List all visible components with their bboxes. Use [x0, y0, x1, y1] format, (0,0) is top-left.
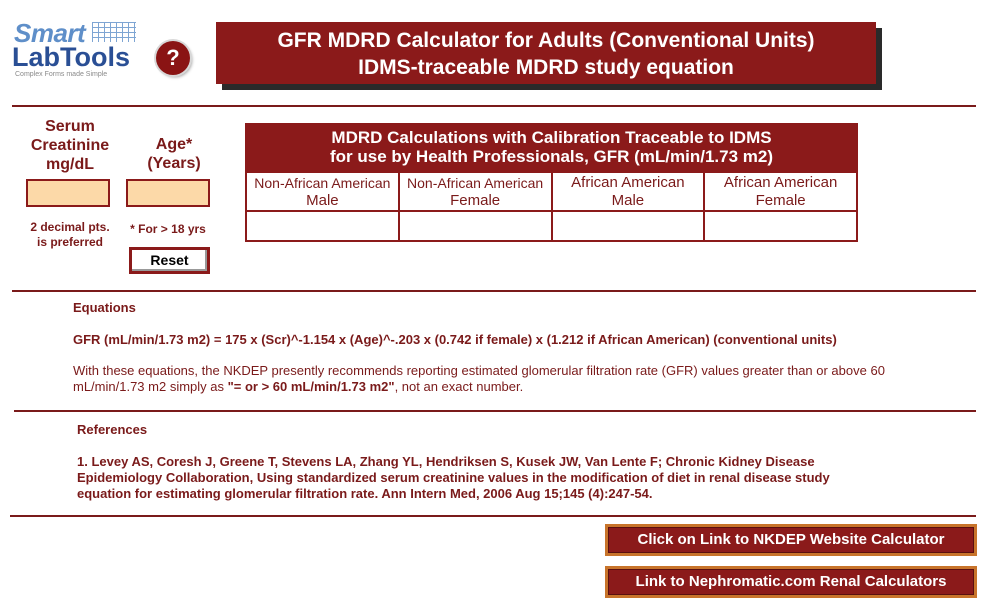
help-icon[interactable]: ?	[156, 41, 190, 75]
logo-brand-top: Smart	[14, 18, 86, 48]
equations-explanation	[73, 363, 893, 395]
divider-top	[12, 105, 976, 107]
page-title	[216, 22, 876, 84]
results-header	[245, 123, 858, 171]
col-header-line2: Male	[306, 191, 339, 209]
reference-line2: Epidemiology Collaboration, Using standardized serum creatinine values in the modification of diet in renal disease study	[77, 470, 830, 485]
result-nonaa-male[interactable]	[246, 211, 399, 241]
age-input[interactable]	[126, 179, 210, 207]
creatinine-label-line3: mg/dL	[46, 156, 94, 173]
equations-title: Equations	[73, 300, 136, 315]
results-header-line2: for use by Health Professionals, GFR (mL/min/1.73 m2)	[329, 147, 774, 166]
logo-brand-bottom: LabTools	[12, 42, 130, 72]
creatinine-label	[20, 117, 120, 174]
age-label-line1: Age*	[155, 136, 193, 153]
equations-formula: GFR (mL/min/1.73 m2) = 175 x (Scr)^-1.154 x (Age)^-.203 x (0.742 if female) x (1.212 if African American) (conventional units)	[73, 332, 837, 347]
result-aa-female[interactable]	[704, 211, 857, 241]
col-header-line1: African American	[723, 173, 838, 191]
col-header-line2: Female	[755, 191, 806, 209]
creatinine-note-line1: 2 decimal pts.	[30, 220, 110, 234]
reference-line1: 1. Levey AS, Coresh J, Greene T, Stevens LA, Zhang YL, Hendriksen S, Kusek JW, Van Lente F; Chronic Kidney Disease	[77, 454, 815, 469]
results-table	[245, 171, 858, 242]
divider-middle	[12, 290, 976, 292]
logo-grid-graphic	[92, 22, 136, 42]
col-header-aa-male	[552, 172, 705, 211]
page-title-line1: GFR MDRD Calculator for Adults (Conventional Units)	[277, 29, 815, 52]
nkdep-link-button[interactable]: Click on Link to NKDEP Website Calculator	[605, 524, 977, 556]
result-nonaa-female[interactable]	[399, 211, 552, 241]
equations-text-before: With these equations, the NKDEP presently recommends reporting estimated glomerular filtration rate (GFR) values greater than or above 60 mL/min/1.73 m2 simply as	[73, 363, 885, 394]
col-header-nonaa-female	[399, 172, 552, 211]
creatinine-label-line1: Serum	[45, 118, 95, 135]
age-note: * For > 18 yrs	[130, 222, 206, 236]
references-title: References	[77, 422, 148, 437]
col-header-aa-female	[704, 172, 857, 211]
divider-lower	[14, 410, 976, 412]
creatinine-note	[18, 220, 122, 250]
reference-item	[77, 454, 957, 502]
smartlabtools-logo	[12, 20, 157, 82]
creatinine-note-line2: is preferred	[36, 235, 104, 249]
divider-bottom	[10, 515, 976, 517]
page-title-line2: IDMS-traceable MDRD study equation	[358, 56, 734, 79]
col-header-line2: Male	[611, 191, 645, 209]
reference-line3: equation for estimating glomerular filtration rate. Ann Intern Med, 2006 Aug 15;145 (4):247-54.	[77, 486, 653, 501]
col-header-line2: Female	[450, 191, 501, 209]
equations-text-after: , not an exact number.	[394, 379, 524, 394]
creatinine-label-line2: Creatinine	[30, 137, 110, 154]
age-label	[126, 135, 222, 173]
col-header-nonaa-male	[246, 172, 399, 211]
age-label-line2: (Years)	[147, 155, 201, 172]
reset-button[interactable]: Reset	[129, 247, 210, 274]
col-header-line1: African American	[571, 173, 685, 191]
equations-text-bold: "= or > 60 mL/min/1.73 m2"	[227, 379, 395, 394]
result-aa-male[interactable]	[552, 211, 705, 241]
logo-tagline: Complex Forms made Simple	[15, 71, 108, 78]
nephromatic-link-button[interactable]: Link to Nephromatic.com Renal Calculators	[605, 566, 977, 598]
results-header-line1: MDRD Calculations with Calibration Traceable to IDMS	[331, 128, 772, 147]
creatinine-input[interactable]	[26, 179, 110, 207]
col-header-line1: Non-African American	[254, 174, 391, 191]
col-header-line1: Non-African American	[407, 174, 544, 191]
